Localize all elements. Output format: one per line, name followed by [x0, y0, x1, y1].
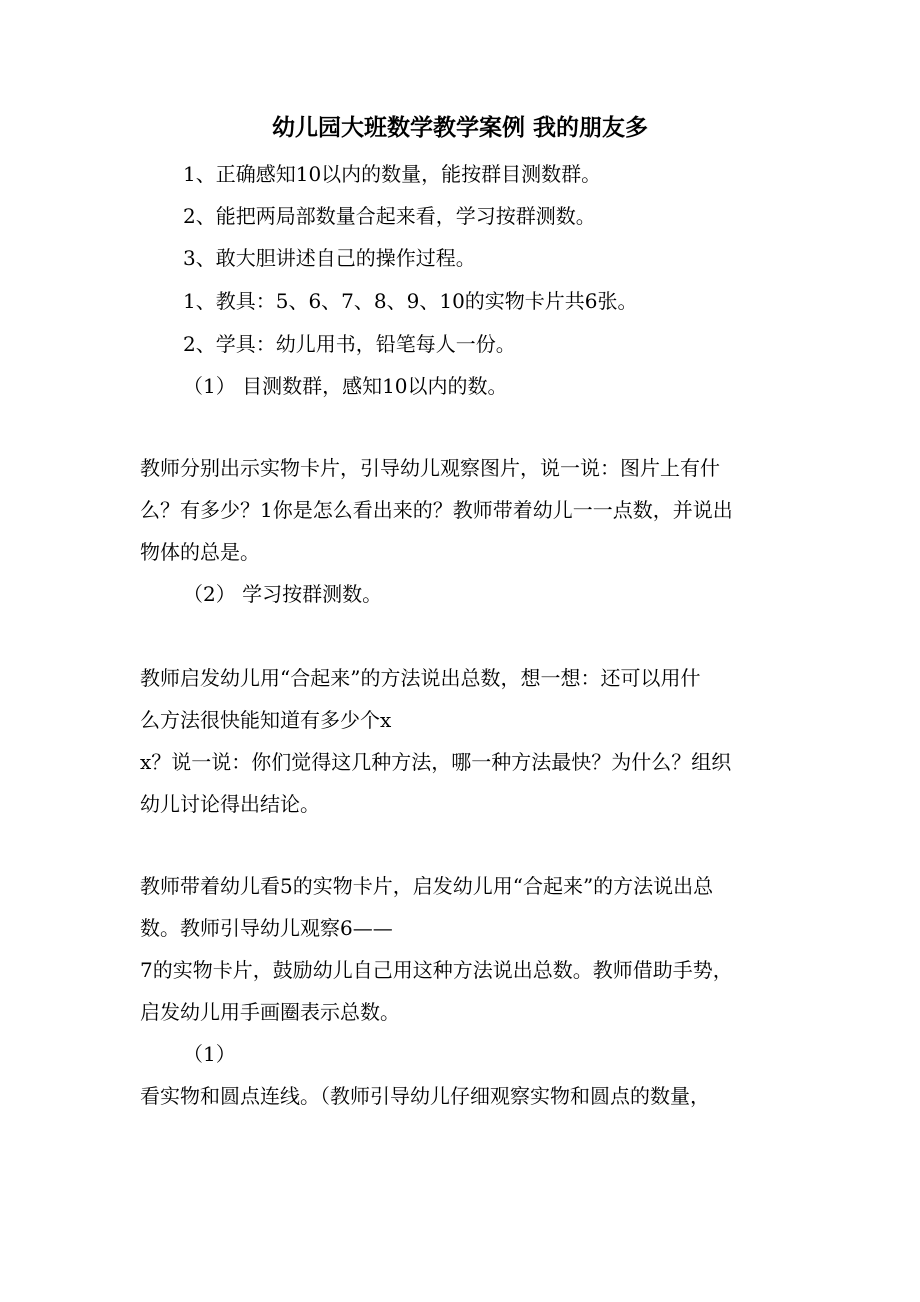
paragraph-2-line: x？说一说：你们觉得这几种方法，哪一种方法最快？为什么？组织	[140, 750, 732, 774]
step-2-heading: （2） 学习按群测数。	[183, 582, 383, 606]
paragraph-3-line: 启发幼儿用手画圈表示总数。	[140, 1000, 400, 1024]
paragraph-2-line: 教师启发幼儿用“合起来”的方法说出总数，想一想：还可以用什	[140, 666, 701, 690]
paragraph-4-line: 看实物和圆点连线。（教师引导幼儿仔细观察实物和圆点的数量，	[140, 1084, 710, 1108]
page-title: 幼儿园大班数学教学案例 我的朋友多	[271, 114, 648, 141]
goal-3: 3、敢大胆讲述自己的操作过程。	[183, 246, 476, 270]
step-3-heading: （1）	[183, 1042, 236, 1066]
paragraph-3-line: 教师带着幼儿看5的实物卡片，启发幼儿用“合起来”的方法说出总	[140, 874, 714, 898]
paragraph-2-line: 么方法很快能知道有多少个x	[140, 708, 392, 732]
paragraph-1-line: 教师分别出示实物卡片，引导幼儿观察图片，说一说：图片上有什	[140, 456, 720, 480]
paragraph-2-line: 幼儿讨论得出结论。	[140, 792, 320, 816]
goal-1: 1、正确感知10以内的数量，能按群目测数群。	[183, 162, 602, 186]
material-student-aids: 2、学具：幼儿用书，铅笔每人一份。	[183, 332, 516, 356]
paragraph-1-line: 么？有多少？1你是怎么看出来的？教师带着幼儿一一点数，并说出	[140, 498, 733, 522]
paragraph-3-line: 数。教师引导幼儿观察6——	[140, 916, 393, 940]
step-1-heading: （1） 目测数群，感知10以内的数。	[183, 374, 508, 398]
goal-2: 2、能把两局部数量合起来看，学习按群测数。	[183, 204, 596, 228]
material-teacher-aids: 1、教具：5、6、7、8、9、10的实物卡片共6张。	[183, 289, 638, 313]
paragraph-1-line: 物体的总是。	[140, 540, 260, 564]
paragraph-3-line: 7的实物卡片，鼓励幼儿自己用这种方法说出总数。教师借助手势，	[140, 958, 733, 982]
